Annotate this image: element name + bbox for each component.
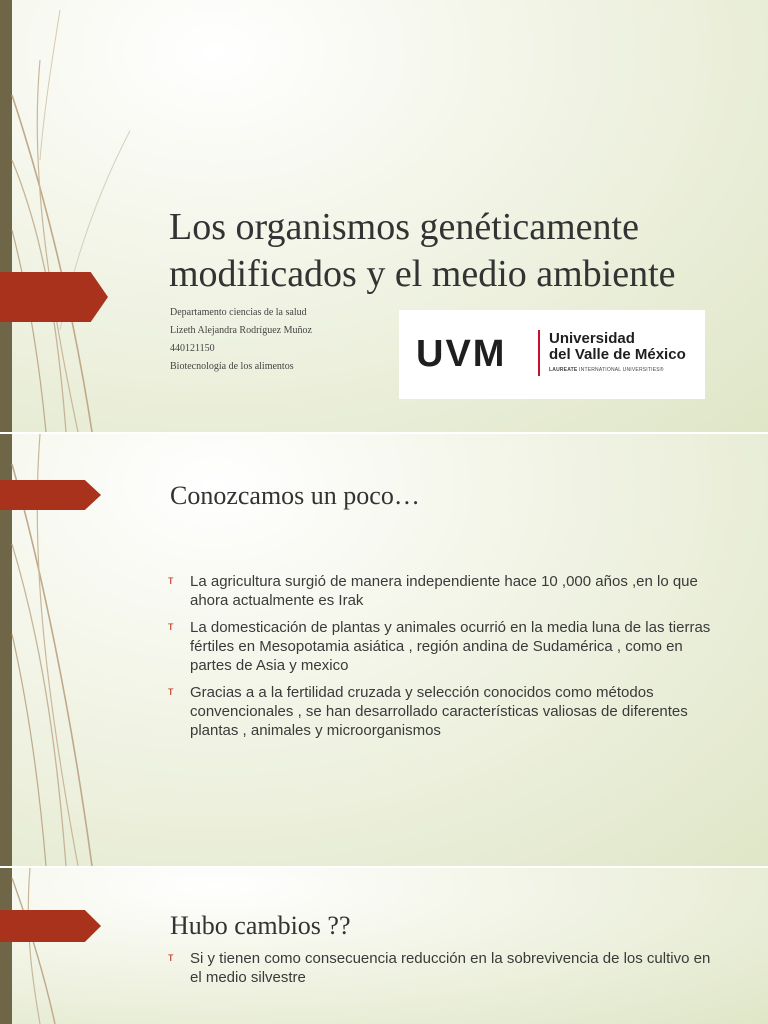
bullet-list: [168, 572, 713, 748]
vine-decoration: [0, 868, 130, 1024]
slide-title: [0, 0, 768, 432]
logo-tagline: LAUREATE INTERNATIONAL UNIVERSITIES®: [549, 367, 664, 373]
bullet-marker-icon: ᴛ: [168, 950, 174, 964]
slide-changes: [0, 868, 768, 1024]
subtitle-author: Lizeth Alejandra Rodríguez Muñoz: [170, 325, 312, 336]
bullet-marker-icon: ᴛ: [168, 684, 174, 698]
title-subtitle: [170, 304, 312, 376]
section-title: Conozcamos un poco…: [170, 481, 420, 510]
logo-name-line1: Universidad: [549, 330, 635, 347]
subtitle-course: Biotecnología de los alimentos: [170, 361, 294, 372]
logo-mark: UVM: [416, 333, 507, 375]
logo-divider: [538, 330, 540, 376]
slide-intro: [0, 434, 768, 866]
title-arrow-accent: [0, 272, 108, 322]
bullet-list: [168, 949, 713, 995]
subtitle-id: 440121150: [170, 343, 215, 354]
subtitle-department: Departamento ciencias de la salud: [170, 307, 307, 318]
bullet-marker-icon: ᴛ: [168, 619, 174, 633]
vine-decoration: [0, 0, 130, 432]
list-item: ᴛ La agricultura surgió de manera independiente hace 10 ,000 años ,en lo que ahora actualmente es Irak: [168, 573, 698, 609]
uvm-logo: [399, 310, 705, 399]
list-item: ᴛ La domesticación de plantas y animales ocurrió en la media luna de las tierras fértiles en Mesopotamia asiática , región andina de Sudamérica , como en partes de Asia y mexico: [168, 619, 711, 674]
logo-name-line2: del Valle de México: [549, 346, 686, 363]
section-arrow-accent: [0, 480, 101, 510]
bullet-marker-icon: ᴛ: [168, 573, 174, 587]
section-arrow-accent: [0, 910, 101, 942]
section-title: Hubo cambios ??: [170, 911, 351, 940]
list-item: ᴛ Si y tienen como consecuencia reducción en la sobrevivencia de los cultivo en el medio silvestre: [168, 950, 711, 986]
list-item: ᴛ Gracias a a la fertilidad cruzada y selección conocidos como métodos convencionales , se han desarrollado características valiosas de diferentes plantas , animales y microorganismos: [168, 684, 688, 739]
slide-title-heading: Los organismos genéticamente modificados y el medio ambiente: [169, 206, 676, 295]
